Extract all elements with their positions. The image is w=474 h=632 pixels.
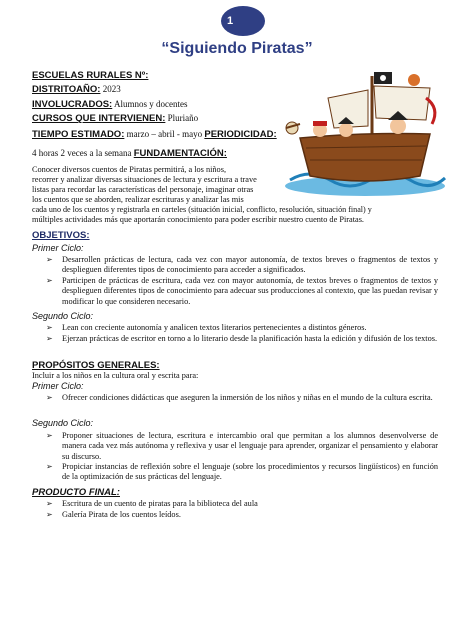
arrow-bullet-icon: ➢ — [46, 431, 53, 440]
objetivo-primer-ciclo-1 — [46, 255, 438, 276]
objetivos-segundo-ciclo-label: Segundo Ciclo: — [32, 311, 94, 321]
label-fundamentacion: FUNDAMENTACIÓN: — [133, 148, 227, 159]
label-involucrados: INVOLUCRADOS: — [32, 99, 113, 110]
arrow-bullet-icon: ➢ — [46, 499, 53, 508]
arrow-bullet-icon: ➢ — [46, 255, 53, 264]
field-escuelas — [32, 70, 148, 81]
page-number-badge — [221, 6, 265, 36]
field-frecuencia — [32, 148, 227, 159]
producto-text: Escritura de un cuento de piratas para la biblioteca del aula — [62, 499, 258, 508]
fundamentacion-line-4: los cuentos que se aborden, realizar escrituras y analizar las mis — [32, 195, 244, 204]
fundamentacion-line-1: Conocer diversos cuentos de Piratas permitirá, a los niños, — [32, 165, 227, 174]
propositos-heading: PROPÓSITOS GENERALES: — [32, 360, 160, 371]
value-frecuencia: 4 horas 2 veces a la semana — [32, 148, 134, 158]
fundamentacion-line-5: cada uno de los cuentos y registrarla en carteles (situación inicial, conflicto, resolución, situación final) y — [32, 205, 372, 214]
fundamentacion-line-3: listas para recordar las características del personaje, imaginar otras — [32, 185, 254, 194]
propositos-primer-ciclo-label: Primer Ciclo: — [32, 381, 84, 391]
page-number: 1 — [227, 15, 234, 27]
producto-heading: PRODUCTO FINAL: — [32, 487, 120, 498]
fundamentacion-line-6: múltiples actividades más que aportarán conocimiento para poder escribir nuestro cuento de Piratas. — [32, 215, 364, 224]
propositos-segundo-ciclo-label: Segundo Ciclo: — [32, 418, 94, 428]
arrow-bullet-icon: ➢ — [46, 462, 53, 471]
objetivo-text: Desarrollen prácticas de lectura, cada vez con mayor autonomía, de textos breves o fragmentos de textos y desplieguen diferentes tipos de conocimiento para acceder a significados. — [62, 255, 438, 275]
proposito-text: Ofrecer condiciones didácticas que aseguren la inmersión de los niños y niñas en el mundo de la cultura escrita. — [62, 393, 433, 402]
producto-text: Galería Pirata de los cuentos leídos. — [62, 510, 181, 519]
proposito-segundo-ciclo-1 — [46, 431, 438, 462]
fundamentacion-line-2: recorrer y analizar diversas situaciones de lectura y escritura a trave — [32, 175, 257, 184]
label-distrito: DISTRITOAÑO: — [32, 84, 101, 95]
pirate-ship-illustration — [280, 68, 450, 198]
label-periodicidad: PERIODICIDAD: — [204, 129, 277, 140]
value-tiempo: marzo – abril - mayo — [124, 129, 205, 139]
value-cursos: Pluriaño — [165, 113, 199, 123]
arrow-bullet-icon: ➢ — [46, 510, 53, 519]
objetivo-segundo-ciclo-2 — [46, 334, 438, 344]
label-tiempo: TIEMPO ESTIMADO: — [32, 129, 125, 140]
arrow-bullet-icon: ➢ — [46, 276, 53, 285]
objetivo-text: Participen de prácticas de escritura, cada vez con mayor autonomía, de textos breves o fragmentos de textos y desplieguen diferentes tipos de conocimiento para adecuar sus producciones al contexto, que las puedan revisar y modificar lo que consideren necesario. — [62, 276, 438, 306]
value-involucrados: Alumnos y docentes — [112, 99, 188, 109]
field-involucrados — [32, 99, 187, 110]
label-cursos: CURSOS QUE INTERVIENEN: — [32, 113, 166, 124]
propositos-intro: Incluir a los niños en la cultura oral y escrita para: — [32, 371, 199, 380]
proposito-primer-ciclo-1 — [46, 393, 438, 403]
proposito-text: Propiciar instancias de reflexión sobre el lenguaje (sobre los procedimientos y recursos lingüísticos) en función de la optimización de sus prácticas del lenguaje. — [62, 462, 438, 482]
arrow-bullet-icon: ➢ — [46, 323, 53, 332]
field-tiempo — [32, 129, 277, 140]
arrow-bullet-icon: ➢ — [46, 334, 53, 343]
objetivos-primer-ciclo-label: Primer Ciclo: — [32, 243, 84, 253]
producto-item-1 — [46, 499, 438, 509]
field-distrito — [32, 84, 121, 95]
arrow-bullet-icon: ➢ — [46, 393, 53, 402]
objetivo-primer-ciclo-2 — [46, 276, 438, 307]
field-cursos — [32, 113, 198, 124]
objetivo-text: Ejerzan prácticas de escritor en torno a lo literario desde la planificación hasta la edición y difusión de los textos. — [62, 334, 438, 343]
proposito-text: Proponer situaciones de lectura, escritura e intercambio oral que permitan a los alumnos desenvolverse de manera cada vez más autónoma y reflexiva y usar el lenguaje para aprender, organizar el pensamiento y elaborar su discurso. — [62, 431, 438, 461]
objetivo-segundo-ciclo-1 — [46, 323, 438, 333]
objetivos-heading: OBJETIVOS: — [32, 230, 90, 241]
value-distrito: 2023 — [100, 84, 121, 94]
proposito-segundo-ciclo-2 — [46, 462, 438, 483]
producto-item-2 — [46, 510, 438, 520]
objetivo-text: Lean con creciente autonomía y analicen textos literarios pertenecientes a distintos géneros. — [62, 323, 367, 332]
label-escuelas: ESCUELAS RURALES Nº: — [32, 70, 149, 81]
document-title: “Siguiendo Piratas” — [161, 40, 313, 57]
